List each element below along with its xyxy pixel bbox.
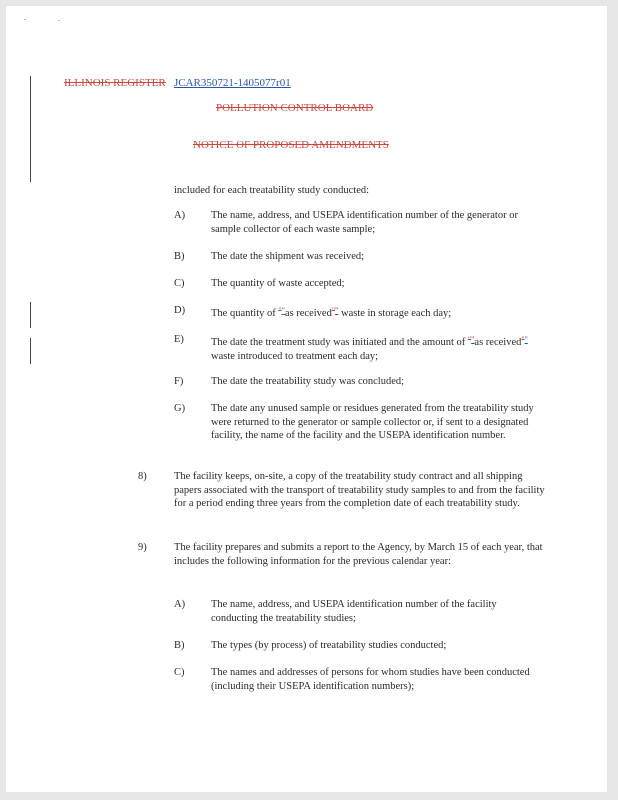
list-label: A) bbox=[174, 599, 186, 610]
deleted-quote: " bbox=[278, 306, 282, 315]
list-label: C) bbox=[174, 278, 185, 289]
list-label: F) bbox=[174, 376, 184, 387]
list-item-text: The names and addresses of persons for whom studies have been conducted (including their USEPA identification numbers); bbox=[211, 667, 530, 692]
board-title: POLLUTION CONTROL BOARD bbox=[216, 102, 374, 114]
notice-title: NOTICE OF PROPOSED AMENDMENTS bbox=[193, 139, 389, 151]
item-9-text: The facility prepares and submits a report to the Agency, by March 15 of each year, that includes the following information for the previous calendar year: bbox=[174, 542, 543, 567]
document-page bbox=[6, 6, 607, 792]
list-label: A) bbox=[174, 210, 186, 221]
change-bar bbox=[30, 302, 31, 328]
inserted-quote: " bbox=[281, 306, 285, 315]
item-8-label: 8) bbox=[138, 471, 147, 482]
register-struck: ILLINOIS REGISTER bbox=[64, 77, 166, 89]
deleted-quote: " bbox=[467, 335, 472, 344]
item-9-label: 9) bbox=[138, 542, 147, 553]
list-item-text: The date any unused sample or residues generated from the treatability study were returned to the generator or sample collector or, if sent to a designated facility, the name of the facility and the USEPA identification number. bbox=[211, 403, 534, 441]
list-label: D) bbox=[174, 305, 186, 316]
deleted-quote: " bbox=[331, 306, 336, 315]
list-item-text: The name, address, and USEPA identification number of the generator or sample collector of each waste sample; bbox=[211, 210, 518, 235]
deleted-quote: " bbox=[521, 335, 525, 344]
inserted-quote: " bbox=[471, 335, 475, 344]
list-label: B) bbox=[174, 640, 185, 651]
item-8-text: The facility keeps, on-site, a copy of the treatability study contract and all shipping papers associated with the transport of treatability study samples to and from the facility for a period ending three years from the completion date of each treatability study. bbox=[174, 471, 545, 509]
register-inserted: JCAR350721-1405077r01 bbox=[174, 77, 291, 89]
change-bar bbox=[30, 76, 31, 182]
list-item-text: The date the shipment was received; bbox=[211, 251, 365, 262]
inserted-quote: " bbox=[335, 306, 339, 315]
list-item-text: The quantity of waste accepted; bbox=[211, 278, 345, 289]
intro-text: included for each treatability study conducted: bbox=[174, 185, 370, 196]
list-label: E) bbox=[174, 334, 184, 345]
list-item-text: The date the treatment study was initiated and the amount of ""as received"" waste introduced to treatment each day; bbox=[211, 335, 528, 362]
list-item-text: The types (by process) of treatability studies conducted; bbox=[211, 640, 447, 651]
scan-speck bbox=[24, 19, 26, 20]
list-label: C) bbox=[174, 667, 185, 678]
list-item-text: The quantity of ""as received"" waste in storage each day; bbox=[211, 306, 452, 319]
list-label: G) bbox=[174, 403, 186, 414]
scan-speck bbox=[58, 20, 60, 21]
list-item-text: The date the treatability study was concluded; bbox=[211, 376, 405, 387]
change-bar bbox=[30, 338, 31, 364]
list-item-text: The name, address, and USEPA identification number of the facility conducting the treatability studies; bbox=[211, 599, 497, 624]
inserted-quote: " bbox=[524, 335, 528, 344]
list-label: B) bbox=[174, 251, 185, 262]
